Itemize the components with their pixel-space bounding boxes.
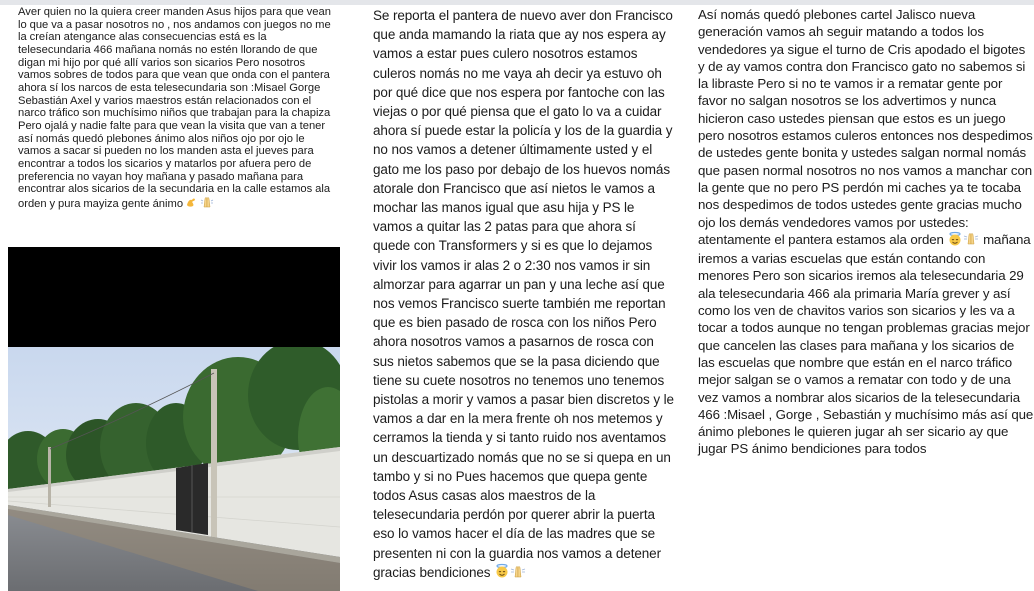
top-bar <box>0 0 1034 5</box>
folded-hands-emoji-icon <box>510 564 526 583</box>
post-middle <box>362 6 674 591</box>
smiling-face-with-halo-emoji-icon <box>494 563 510 583</box>
post-middle-body: Se reporta el pantera de nuevo aver don Francisco que anda mamando la riata que ay nos espera ay vamos a estar pues culero nosotros estamos culeros nomás no me vaya ah decir ya estuvo oh por qué dice que nos espera por fantoche con las viejas o por qué piensa que el gato lo va a cuidar ahora sí puede estar la policía y los de la guardia y no nos vamos a detener últimamente usted y el gato me los paso por debajo de los huevos nomás atorale don Francisco que así nietos le vamos a mochar las manos igual que asu hija y PS le vamos a quitar las 2 patas para que ahora sí quede con Transformers y si es que lo dejamos vivir los vamos ir alas 2 o 2:30 nos vamos ir sin almorzar para agarrar un pan y una leche así que nos vemos Francisco suerte también me reportan que es bien pasado de rosca con los niños Pero ahora nosotros vamos a pasarnos de rosca con sus nietos sabemos que se la pasa diciendo que tiene su cuete nosotros no tenemos uno tenemos pistolas a morir y vamos a pasar bien discretos y le vamos a dar en la mera frente oh nos metemos y cerramos la tienda y si tanto ruido nos aventamos un descuartizado nomás que no se si quepa en un tambo y si no Pues hacemos que quepa gente todos Asus casas alos maestros de la telesecundaria perdón por querer abrir la puerta eso lo vamos hacer el día de las madres que se presenten ni con la guardia nos vamos a detener gracias bendiciones <box>373 8 674 580</box>
redacted-image-block <box>8 247 340 347</box>
post-middle-text <box>362 6 674 583</box>
folded-hands-emoji-icon <box>200 196 214 212</box>
post-right <box>688 6 1034 591</box>
post-right-body-part1: Así nomás quedó plebones cartel Jalisco nueva generación vamos ah seguir matando a todos los vendedores ya sigue el turno de Cris apodado el bigotes y de ay vamos contra don Francisco gato no sabemos si la libraste Pero si no te vamos ir a rematar gente por favor no salgan nosotros se los advertimos y nunca hicieron caso ustedes piensan que estos es un juego pero nosotros estamos culeros entonces nos despedimos de ustedes gente bonita y ustedes salgan normal nomás que pasen normal nosotros no nos vamos a manchar con la gente que no pero PS perdón mi caches ya te tocaba nos despedimos de todos ustedes gente gracias mucho ojo los demás vendedores vamos por ustedes: atentamente el pantera estamos ala orden <box>698 7 1033 248</box>
post-left-body: Aver quien no la quiera creer manden Asus hijos para que vean lo que va a pasar nosotros no , nos andamos con juegos no me la creían atengance alas consecuencias está es la telesecundaria 466 mañana nomás no estén llorando de que digan mi hijo por qué allí varios son sicarios Pero nosotros vamos sobres de todos para que vean que onda con el pantera ahora sí los narcos de esta telesecundaria son :Misael Gorge Sebastián Axel y varios maestros están relacionados con el narco tráfico son muchísimo niños que trabajan para la chapiza Pero ojalá y nadie falte para que vean la visita que van a tener así nomás quedó plebones ánimo alos niños ojo por ojo le vamos a sacar si pueden no los manden asta el jueves para encontrar a todos los sicarios y matarlos por afuera pero de preferencia no vayan hoy mañana y pasado mañana para encontrar alos sicarios de la secundaria en la calle estamos ala orden y pura mayiza gente ánimo <box>18 6 331 210</box>
post-left-text <box>8 6 344 244</box>
post-left <box>8 6 344 591</box>
school-wall-photo <box>8 347 340 591</box>
flexed-biceps-emoji-icon <box>186 196 200 212</box>
folded-hands-emoji-icon <box>963 231 979 249</box>
smiling-face-with-halo-emoji-icon <box>947 231 963 250</box>
post-right-text <box>688 6 1034 458</box>
post-right-body-part2: mañana iremos a varias escuelas que están contando con menores Pero son sicarios iremos ala telesecundaria 29 ala telesecundaria 466 ala primaria María grever y así como los ven de chavitos varios son sicarios y les va a tocar a todos aunque no tengan problemas gracias mejor que cancelen las clases para mañana y los sicarios de las escuelas que nombre que están en el narco tráfico mejor salgan se o vamos a rematar con todo y de una vez vamos a nombrar alos sicarios de la telesecundaria 466 :Misael , Gorge , Sebastián y muchísimo más así que ánimo plebones le quieren jugar ah ser sicario ay que jugar PS ánimo bendiciones para todos <box>698 232 1034 457</box>
